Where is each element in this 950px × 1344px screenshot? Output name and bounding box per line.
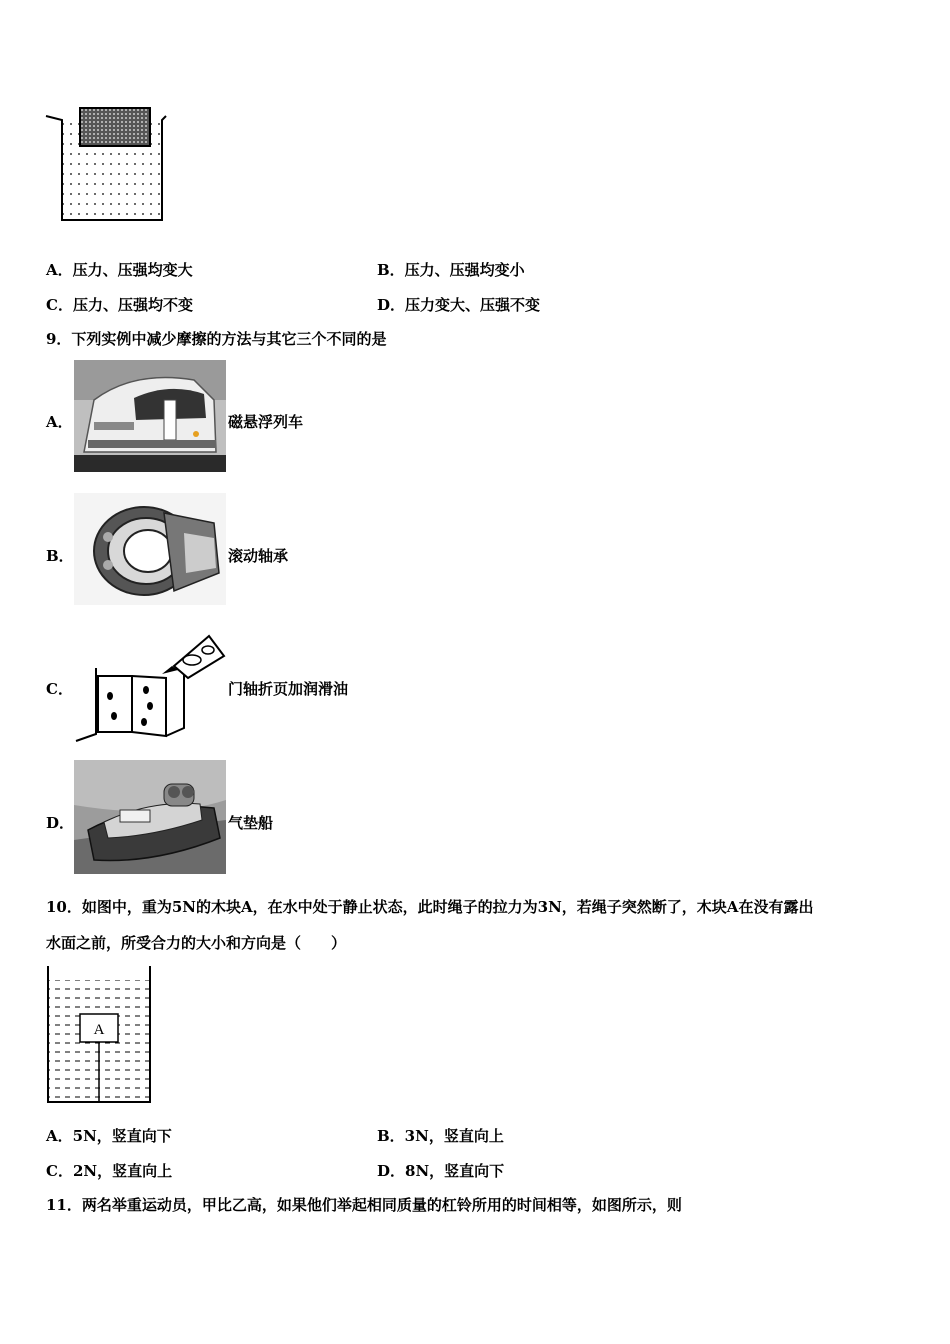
q8-option-c[interactable]: C．压力、压强均不变 <box>46 296 193 314</box>
maglev-train-image <box>74 360 226 472</box>
rolling-bearing-image <box>74 493 226 605</box>
block-a-label: A <box>93 1022 105 1038</box>
q8-option-a[interactable]: A．压力、压强均变大 <box>46 261 193 279</box>
q10-stem-line-1: 10．如图中，重为5N的木块A，在水中处于静止状态，此时绳子的拉力为3N，若绳子突然断了，木块A在没有露出 <box>46 898 814 916</box>
q10-option-c[interactable]: C．2N，竖直向上 <box>46 1162 173 1180</box>
q10-option-a[interactable]: A．5N，竖直向下 <box>46 1127 172 1145</box>
q9-option-b-letter[interactable]: B． <box>46 547 74 565</box>
q9-option-d-letter[interactable]: D． <box>46 814 75 832</box>
q9-option-c-caption: 门轴折页加润滑油 <box>228 680 349 698</box>
q9-option-b-caption: 滚动轴承 <box>228 547 289 565</box>
q9-stem: 9．下列实例中减少摩擦的方法与其它三个不同的是 <box>46 330 387 348</box>
q9-option-c-letter[interactable]: C． <box>46 680 73 698</box>
q10-option-b[interactable]: B．3N，竖直向上 <box>377 1127 504 1145</box>
q8-container-figure <box>44 100 169 225</box>
q10-option-d[interactable]: D．8N，竖直向下 <box>377 1162 505 1180</box>
q11-stem: 11．两名举重运动员，甲比乙高，如果他们举起相同质量的杠铃所用的时间相等，如图所示，则 <box>46 1196 682 1214</box>
q8-option-d[interactable]: D．压力变大、压强不变 <box>377 296 541 314</box>
hovercraft-image <box>74 760 226 874</box>
q9-option-a-caption: 磁悬浮列车 <box>228 413 304 431</box>
q10-water-block-figure <box>44 966 154 1106</box>
q10-stem-line-2: 水面之前，所受合力的大小和方向是（ ） <box>46 934 347 952</box>
door-hinge-oil-image <box>74 626 234 744</box>
q9-option-d-caption: 气垫船 <box>228 814 274 832</box>
q9-option-a-letter[interactable]: A． <box>46 413 73 431</box>
q8-option-b[interactable]: B．压力、压强均变小 <box>377 261 525 279</box>
